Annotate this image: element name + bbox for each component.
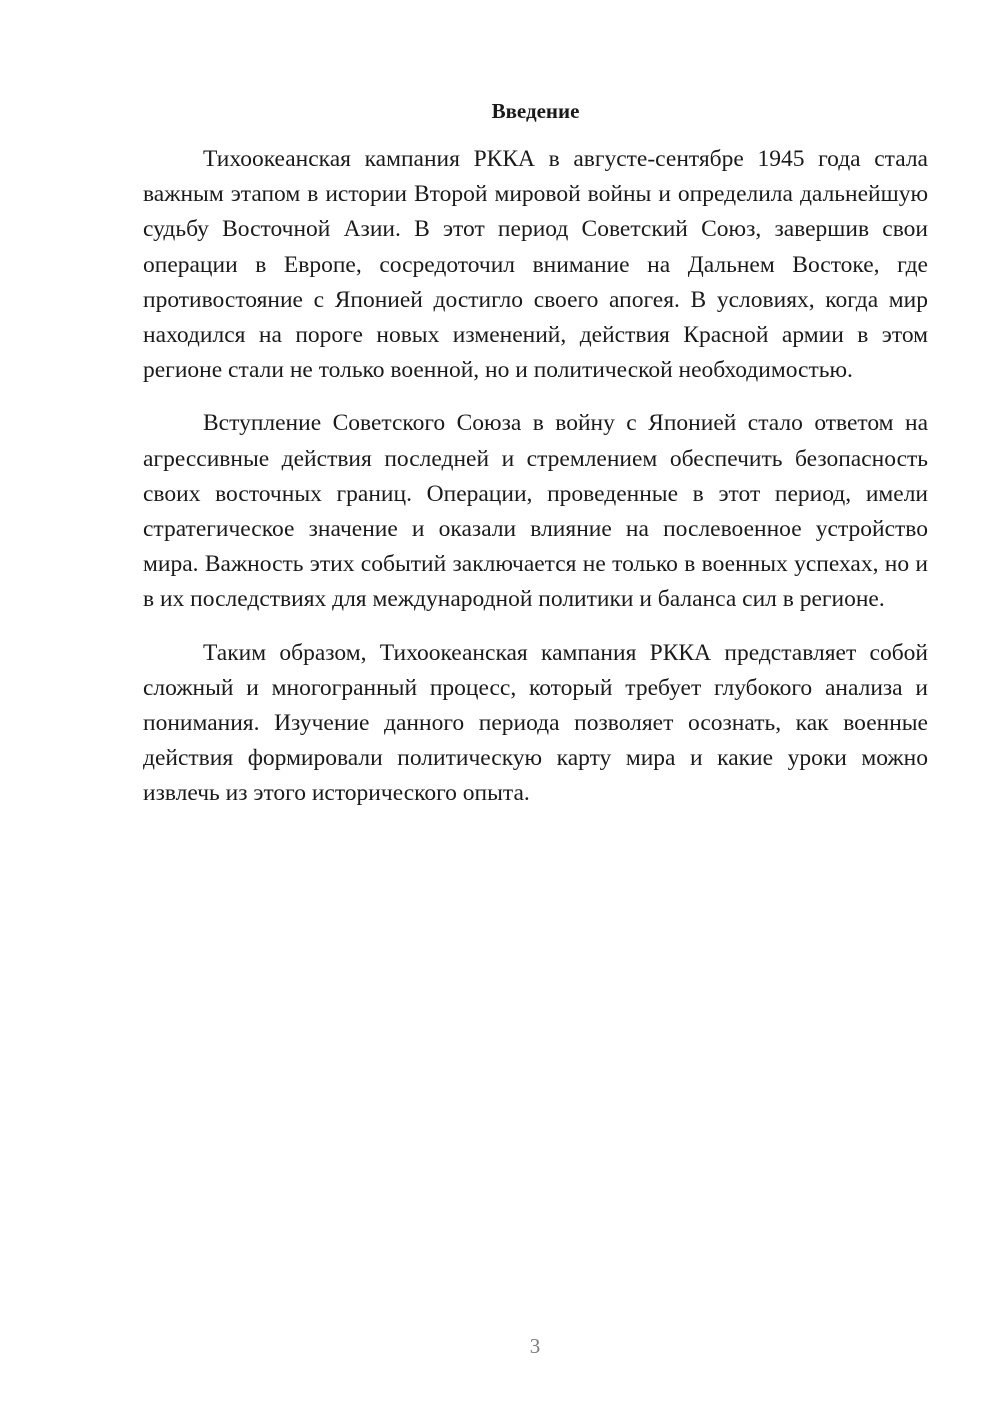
paragraph-2: Вступление Советского Союза в войну с Японией стало ответом на агрессивные действия последней и стремлением обеспечить безопасность своих восточных границ. Операции, проведенные в этот период, имели стратегическое значение и оказали влияние на послевоенное устройство мира. Важность этих событий заключается не только в военных успехах, но и в их последствиях для международной политики и баланса сил в регионе.: [143, 410, 928, 613]
paragraph-3: Таким образом, Тихоокеанская кампания РККА представляет собой сложный и многогранный процесс, который требует глубокого анализа и понимания. Изучение данного периода позволяет осознать, как военные действия формировали политическую карту мира и какие уроки можно извлечь из этого исторического опыта.: [143, 639, 928, 807]
page-number: 3: [529, 1334, 541, 1358]
page-title: Введение: [491, 99, 580, 123]
body-text: [143, 142, 928, 830]
paragraph-1: Тихоокеанская кампания РККА в августе-сентябре 1945 года стала важным этапом в истории Второй мировой войны и определила дальнейшую судьбу Восточной Азии. В этот период Советский Союз, завершив свои операции в Европе, сосредоточил внимание на Дальнем Востоке, где противостояние с Японией достигло своего апогея. В условиях, когда мир находился на пороге новых изменений, действия Красной армии в этом регионе стали не только военной, но и политической необходимостью.: [143, 146, 928, 384]
